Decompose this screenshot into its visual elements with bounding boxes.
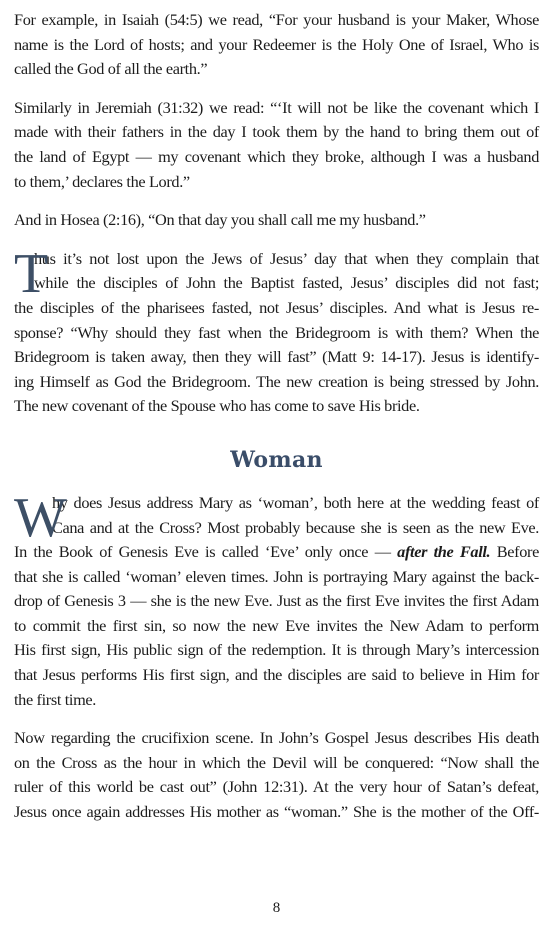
paragraph-hosea <box>14 208 539 233</box>
emphasis-text: after the Fall. <box>397 542 491 562</box>
text-line: that she is called ‘woman’ eleven times. John is portraying Mary against the back- <box>14 566 539 586</box>
paragraph-isaiah <box>14 8 539 82</box>
text-line: For example, in Isaiah (54:5) we read, “For your husband is your Maker, Whose <box>14 10 539 29</box>
text-line: the disciples of the pharisees fasted, not Jesus’ disciples. And what is Jesus re- <box>14 297 539 317</box>
text-line: the land of Egypt — my covenant which they broke, although I was a husband <box>14 146 539 166</box>
page-body <box>14 8 539 839</box>
text-line: that Jesus performs His first sign, and the disciples are said to believe in Him for <box>14 665 539 685</box>
text-line: sponse? “Why should they fast when the Bridegroom is with them? When the <box>14 322 539 342</box>
text-line: Now regarding the crucifixion scene. In John’s Gospel Jesus describes His death <box>14 728 539 748</box>
text-line: called the God of all the earth.” <box>14 59 208 79</box>
text-segment: In the Book of Genesis Eve is called ‘Eve’ only once — <box>14 542 398 562</box>
text-line: The new covenant of the Spouse who has come to save His bride. <box>14 396 420 416</box>
text-line: hy does Jesus address Mary as ‘woman’, both here at the wedding feast of <box>52 492 539 512</box>
text-line: Similarly in Jeremiah (31:32) we read: “‘It will not be like the covenant which I <box>14 97 539 117</box>
text-line: His first sign, His public sign of the redemption. It is through Mary’s intercession <box>14 640 539 660</box>
text-line: to commit the first sin, so now the new Eve invites the New Adam to perform <box>14 615 539 635</box>
paragraph-woman <box>14 486 539 712</box>
text-line: while the disciples of John the Baptist fasted, Jesus’ disciples did not fast; <box>34 273 539 293</box>
page-number: 8 <box>272 900 281 916</box>
text-line: on the Cross as the hour in which the Devil will be conquered: “Now shall the <box>14 752 539 772</box>
section-heading-woman: Woman <box>230 446 323 473</box>
text-line: hus it’s not lost upon the Jews of Jesus’ day that when they complain that <box>34 248 539 268</box>
text-line-with-emphasis <box>14 540 539 565</box>
text-line: And in Hosea (2:16), “On that day you shall call me my husband.” <box>14 210 426 230</box>
text-line: to them,’ declares the Lord.” <box>14 171 190 191</box>
text-line: drop of Genesis 3 — she is the new Eve. Just as the first Eve invites the first Adam <box>14 591 539 611</box>
drop-cap-t: T <box>14 242 48 305</box>
text-line: Cana and at the Cross? Most probably because she is seen as the new Eve. <box>52 517 539 537</box>
text-line: Jesus once again addresses His mother as “woman.” She is the mother of the Off- <box>14 802 539 822</box>
text-line: ruler of this world be cast out” (John 12:31). At the very hour of Satan’s defeat, <box>14 777 539 797</box>
text-line: name is the Lord of hosts; and your Redeemer is the Holy One of Israel, Who is <box>14 34 539 54</box>
paragraph-jeremiah <box>14 96 539 194</box>
text-line: ing Himself as God the Bridegroom. The new creation is being stressed by John. <box>14 371 539 391</box>
drop-cap-w: W <box>14 486 67 549</box>
text-line: the first time. <box>14 689 97 709</box>
paragraph-crucifixion <box>14 726 539 824</box>
paragraph-bridegroom <box>14 242 539 419</box>
text-line: made with their fathers in the day I took them by the hand to bring them out of <box>14 122 539 142</box>
text-segment: Before <box>490 542 539 562</box>
text-line: Bridegroom is taken away, then they will fast” (Matt 9: 14-17). Jesus is identify- <box>14 347 539 367</box>
